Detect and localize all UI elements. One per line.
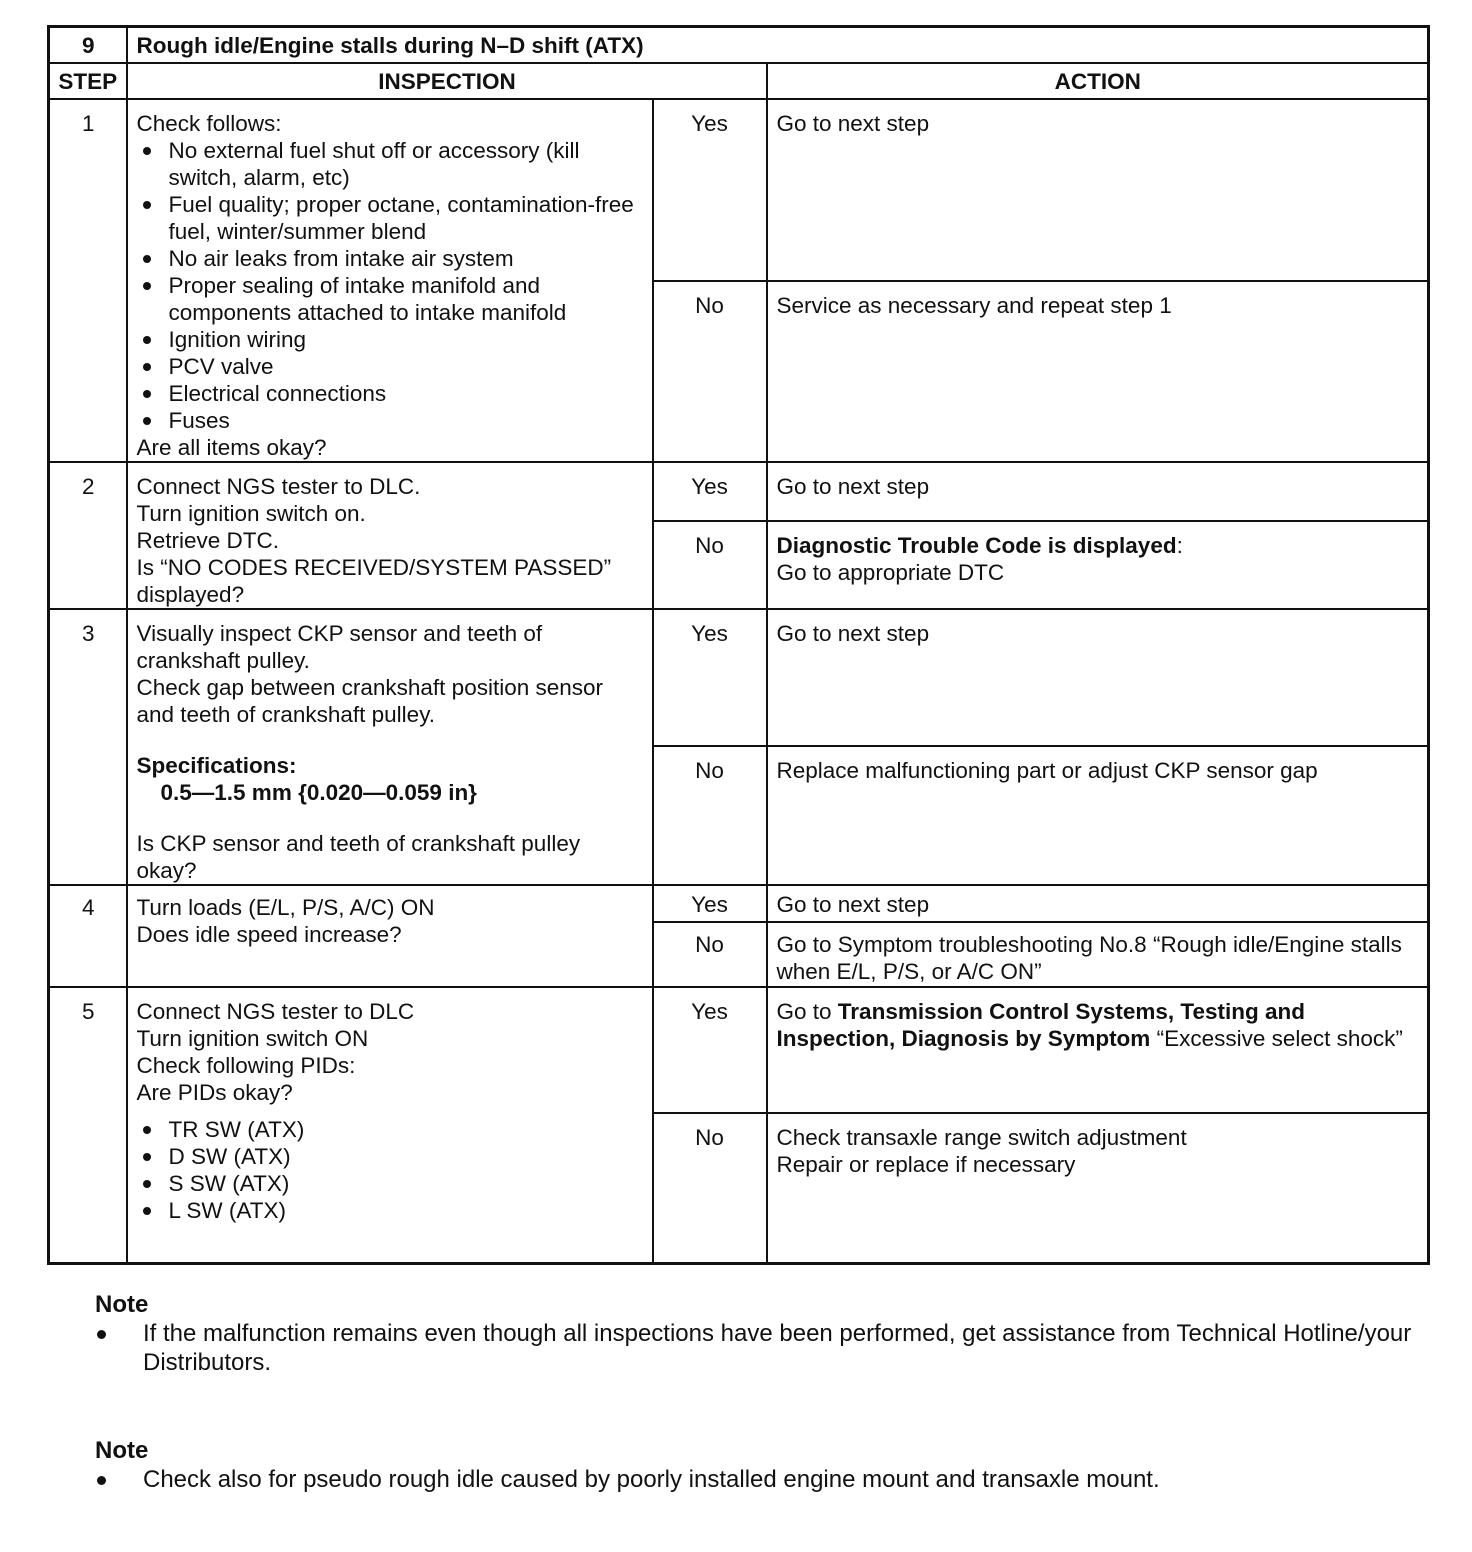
pid-item: TR SW (ATX) [137,1116,644,1143]
yes-label: Yes [653,609,767,746]
yes-action: Go to next step [767,609,1429,746]
no-label: No [653,1113,767,1263]
inspection-question: Is “NO CODES RECEIVED/SYSTEM PASSED” displayed? [136,555,612,607]
no-action-text: Go to appropriate DTC [776,560,1005,586]
yes-action-reference: Transmission Control Systems, Testing and Inspection, Diagnosis by Symptom [776,999,1305,1051]
yes-label: Yes [653,885,767,922]
specifications-value: 0.5—1.5 mm {0.020—0.059 in} [160,780,477,805]
no-action-colon: : [1176,533,1183,559]
no-action: Replace malfunctioning part or adjust CKP sensor gap [767,746,1429,885]
no-action-heading: Diagnostic Trouble Code is displayed [776,533,1177,559]
step-2-inspection [127,462,653,609]
note-text: If the malfunction remains even though all inspections have been performed, get assistance from Technical Hotline/your Distributors. [95,1319,1435,1377]
inspection-intro: Check follows: [136,111,282,136]
step-5-yes-row [49,987,1429,1113]
no-label: No [653,521,767,609]
checklist-item: PCV valve [137,353,644,380]
note-block [95,1290,1435,1377]
no-label: No [653,922,767,987]
inspection-line: Connect NGS tester to DLC [136,999,415,1024]
no-action [767,1113,1429,1263]
step-2-yes-row [49,462,1429,521]
checklist-item: Fuses [137,407,644,434]
note-title: Note [95,1437,149,1464]
no-label: No [653,746,767,885]
diagnostic-table [47,25,1430,1265]
pid-item: L SW (ATX) [137,1197,644,1224]
inspection-column-header: INSPECTION [127,63,767,99]
inspection-line: Turn ignition switch ON [136,1026,369,1051]
inspection-checklist [137,137,644,434]
yes-label: Yes [653,987,767,1113]
step-1-inspection [127,99,653,462]
troubleshooting-number: 9 [49,27,127,64]
step-1-yes-row [49,99,1429,281]
pid-item: D SW (ATX) [137,1143,644,1170]
no-action [767,521,1429,609]
step-3-yes-row [49,609,1429,746]
troubleshooting-title: Rough idle/Engine stalls during N–D shift (ATX) [127,27,1429,64]
step-column-header: STEP [49,63,127,99]
step-number: 4 [49,885,127,987]
no-action-line: Repair or replace if necessary [776,1152,1076,1177]
no-label: No [653,281,767,463]
note-text: Check also for pseudo rough idle caused by poorly installed engine mount and transaxle mount. [95,1465,1435,1494]
column-header-row [49,63,1429,99]
yes-action: Go to next step [767,885,1429,922]
inspection-line: Turn ignition switch on. [136,501,366,526]
note-block [95,1436,1435,1494]
inspection-line: Turn loads (E/L, P/S, A/C) ON [136,895,435,920]
step-number: 3 [49,609,127,885]
yes-label: Yes [653,462,767,521]
inspection-question: Are PIDs okay? [136,1080,293,1105]
inspection-line: Check gap between crankshaft position sensor and teeth of crankshaft pulley. [136,675,604,727]
step-4-yes-row [49,885,1429,922]
no-action: Go to Symptom troubleshooting No.8 “Rough idle/Engine stalls when E/L, P/S, or A/C ON” [767,922,1429,987]
step-number: 1 [49,99,127,462]
inspection-line: Check following PIDs: [136,1053,356,1078]
inspection-question: Is CKP sensor and teeth of crankshaft pulley okay? [136,831,581,883]
checklist-item: Electrical connections [137,380,644,407]
yes-action-suffix: “Excessive select shock” [1156,1026,1403,1051]
yes-action: Go to next step [767,462,1429,521]
pid-item: S SW (ATX) [137,1170,644,1197]
inspection-line: Retrieve DTC. [136,528,280,553]
step-4-inspection [127,885,653,987]
inspection-question: Are all items okay? [136,435,327,460]
step-number: 2 [49,462,127,609]
checklist-item: Proper sealing of intake manifold and components attached to intake manifold [137,272,644,326]
no-action: Service as necessary and repeat step 1 [767,281,1429,463]
no-action-line: Check transaxle range switch adjustment [776,1125,1187,1150]
checklist-item: Ignition wiring [137,326,644,353]
action-column-header: ACTION [767,63,1429,99]
yes-action-prefix: Go to [776,999,832,1024]
step-3-inspection [127,609,653,885]
checklist-item: No air leaks from intake air system [137,245,644,272]
step-5-inspection [127,987,653,1263]
inspection-question: Does idle speed increase? [136,922,402,947]
checklist-item: Fuel quality; proper octane, contamination-free fuel, winter/summer blend [137,191,644,245]
yes-label: Yes [653,99,767,281]
checklist-item: No external fuel shut off or accessory (kill switch, alarm, etc) [137,137,644,191]
step-number: 5 [49,987,127,1263]
inspection-line: Connect NGS tester to DLC. [136,474,421,499]
inspection-line: Visually inspect CKP sensor and teeth of crankshaft pulley. [136,621,543,673]
yes-action [767,987,1429,1113]
table-title-row [49,27,1429,64]
pid-list [137,1116,644,1224]
note-title: Note [95,1291,149,1318]
specifications-label: Specifications: [136,753,297,778]
yes-action: Go to next step [767,99,1429,281]
